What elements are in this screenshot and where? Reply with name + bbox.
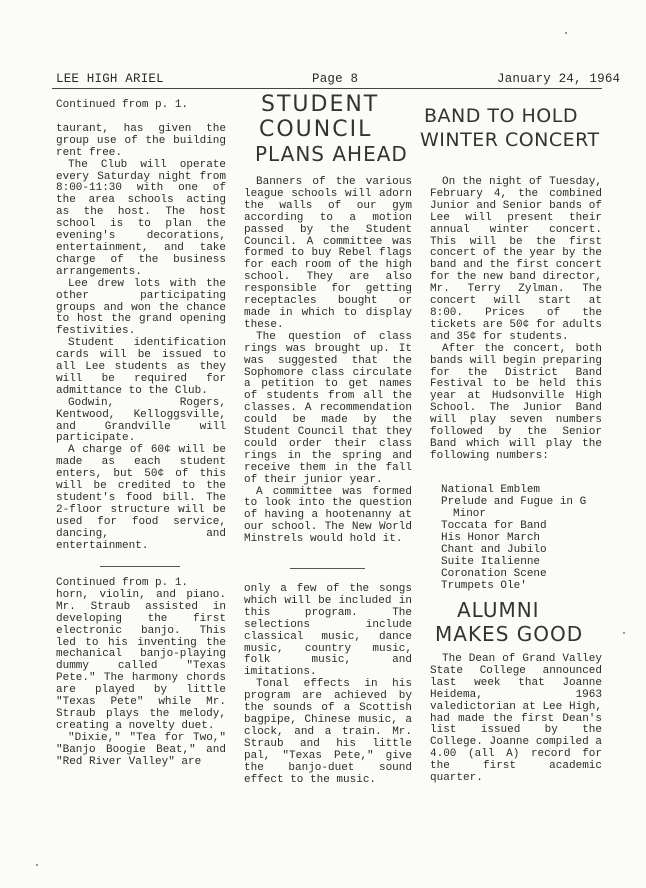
- paragraph: Student identification cards will be issued to all Lee students as they will be required for admittance to the Club.: [56, 337, 226, 397]
- headline-line: ALUMNI: [457, 598, 540, 622]
- program-item: Chant and Jubilo: [441, 544, 547, 556]
- headline-line: COUNCIL: [259, 117, 373, 142]
- scan-speck: [565, 32, 567, 34]
- headline-line: WINTER CONCERT: [420, 129, 600, 151]
- page-number: Page 8: [312, 72, 359, 86]
- middle-column: [244, 177, 412, 546]
- paragraph: After the concert, both bands will begin preparing for the District Band Festival to be held this year at Hudsonville High School. The Junior Band will play seven numbers followed by the Senior Band which will play the following numbers:: [430, 342, 602, 462]
- program-item: His Honor March: [441, 532, 541, 544]
- paper-name: LEE HIGH ARIEL: [56, 72, 164, 86]
- paragraph: Banners of the various league schools will adorn the walls of our gym according to a motion passed by the Student Council. A committee was formed to buy Rebel flags for each room of the high school. They are also responsible for getting receptacles bought or made in which to display these.: [244, 176, 412, 331]
- paragraph: horn, violin, and piano. Mr. Straub assisted in developing the first electronic banjo. This led to his inventing the mechanical banjo-playing dummy called "Texas Pete." The harmony chords are played by little "Texas Pete" while Mr. Straub plays the melody, creating a novelty duet.: [56, 588, 226, 732]
- paragraph: only a few of the songs which will be included in this program. The selections include classical music, dance music, country music, folk music, and imitations.: [244, 583, 412, 679]
- paragraph: The Dean of Grand Valley State College announced last week that Joanne Heidema, 1963 valedictorian at Lee High, had made the first Dean's list issued by the College. Joanne compiled a 4.00 (all A) record for the first academic quarter.: [430, 653, 602, 785]
- program-item: Coronation Scene: [441, 568, 547, 580]
- paragraph: On the night of Tuesday, February 4, the combined Junior and Senior bands of Lee will present their annual winter concert. This will be the first concert of the year by the band and the first concert for the new band director, Mr. Terry Zylman. The concert will start at 8:00. Prices of the tickets are 50¢ for adults and 35¢ for students.: [430, 176, 602, 343]
- program-item: Minor: [453, 508, 487, 520]
- band-concert-headline: [420, 104, 610, 152]
- paragraph: Tonal effects in his program are achieved by the sounds of a Scottish bagpipe, Chinese music, a clock, and a train. Mr. Straub and his little pal, "Texas Pete," give the banjo-duet sound effect to the music.: [244, 678, 412, 786]
- program-item: Suite Italienne: [441, 556, 541, 568]
- paragraph: The question of class rings was brought up. It was suggested that the Sophomore class circulate a petition to get names of students from all the classes. A recommendation could be made by the Student Council that they could order their class rings in the spring and receive them in the fall of their junior year.: [244, 330, 412, 486]
- header-rule: [52, 88, 602, 89]
- paragraph: A charge of 60¢ will be made as each student enters, but 50¢ of this will be credited to the student's food bill. The 2-floor structure will be used for food service, dancing, and entertainment.: [56, 444, 226, 552]
- student-council-headline: [255, 92, 420, 167]
- alumni-headline: [435, 598, 605, 646]
- middle-column-bottom: [244, 584, 412, 786]
- headline-line: STUDENT: [261, 92, 380, 117]
- continued-line: Continued from p. 1.: [56, 99, 189, 111]
- paragraph: The Club will operate every Saturday night from 8:00-11:30 with one of the area schools acting as the host. The host school is to plan the evening's decorations, entertainment, and take charge of the business arrangements.: [56, 158, 226, 278]
- scan-speck: [623, 632, 625, 634]
- scan-speck: [36, 864, 38, 866]
- program-item: Trumpets Ole': [441, 580, 527, 592]
- paragraph: "Dixie," "Tea for Two," "Banjo Boogie Beat," and "Red River Valley" are: [56, 731, 226, 768]
- issue-date: January 24, 1964: [497, 72, 621, 86]
- right-column: [430, 177, 602, 463]
- paragraph: Godwin, Rogers, Kentwood, Kelloggsville, and Grandville will participate.: [56, 396, 226, 445]
- column-divider: [100, 566, 180, 567]
- program-item: Prelude and Fugue in G: [441, 496, 587, 508]
- left-column-top: [56, 100, 226, 553]
- paragraph: Lee drew lots with the other participating groups and won the chance to host the grand opening festivities.: [56, 277, 226, 338]
- headline-line: MAKES GOOD: [435, 622, 584, 646]
- alumni-article: [430, 654, 602, 785]
- paragraph: A committee was formed to look into the question of having a hootenanny at our school. The New World Minstrels would hold it.: [244, 485, 412, 546]
- continued-line: Continued from p. 1.: [56, 577, 189, 589]
- paragraph: taurant, has given the group use of the building rent free.: [56, 122, 226, 159]
- left-column-bottom: [56, 578, 226, 769]
- headline-line: BAND TO HOLD: [424, 105, 578, 127]
- program-item: Toccata for Band: [441, 520, 547, 532]
- program-item: National Emblem: [441, 484, 541, 496]
- column-divider: [290, 568, 365, 569]
- headline-line: PLANS AHEAD: [255, 142, 408, 166]
- program-list: [441, 484, 601, 592]
